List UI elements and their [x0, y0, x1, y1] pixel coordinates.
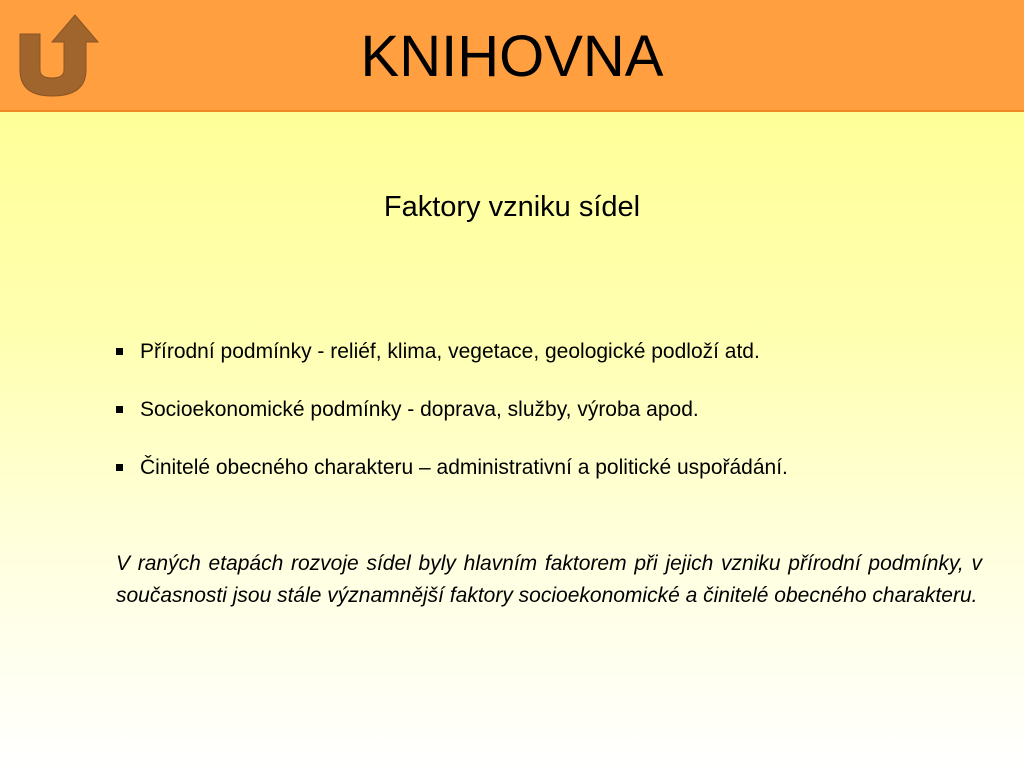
bullet-square-icon: [116, 348, 123, 355]
list-item-text: Socioekonomické podmínky - doprava, služby, výroba apod.: [140, 398, 699, 421]
summary-paragraph: V raných etapách rozvoje sídel byly hlavním faktorem při jejich vzniku přírodní podmínky, v současnosti jsou stále významnější faktory socioekonomické a činitelé obecného charakteru.: [116, 552, 982, 607]
list-item: [113, 336, 993, 368]
list-item-text: Přírodní podmínky - reliéf, klima, vegetace, geologické podloží atd.: [140, 340, 760, 363]
slide-subtitle: Faktory vzniku sídel: [383, 191, 641, 223]
list-item: [113, 394, 993, 426]
list-item-text: Činitelé obecného charakteru – administrativní a politické uspořádání.: [140, 456, 788, 479]
factor-list: [113, 336, 993, 510]
bullet-square-icon: [116, 406, 123, 413]
header-bar: [0, 0, 1024, 112]
bullet-square-icon: [116, 464, 123, 471]
list-item: [113, 452, 993, 484]
page-title: KNIHOVNA: [360, 24, 664, 89]
